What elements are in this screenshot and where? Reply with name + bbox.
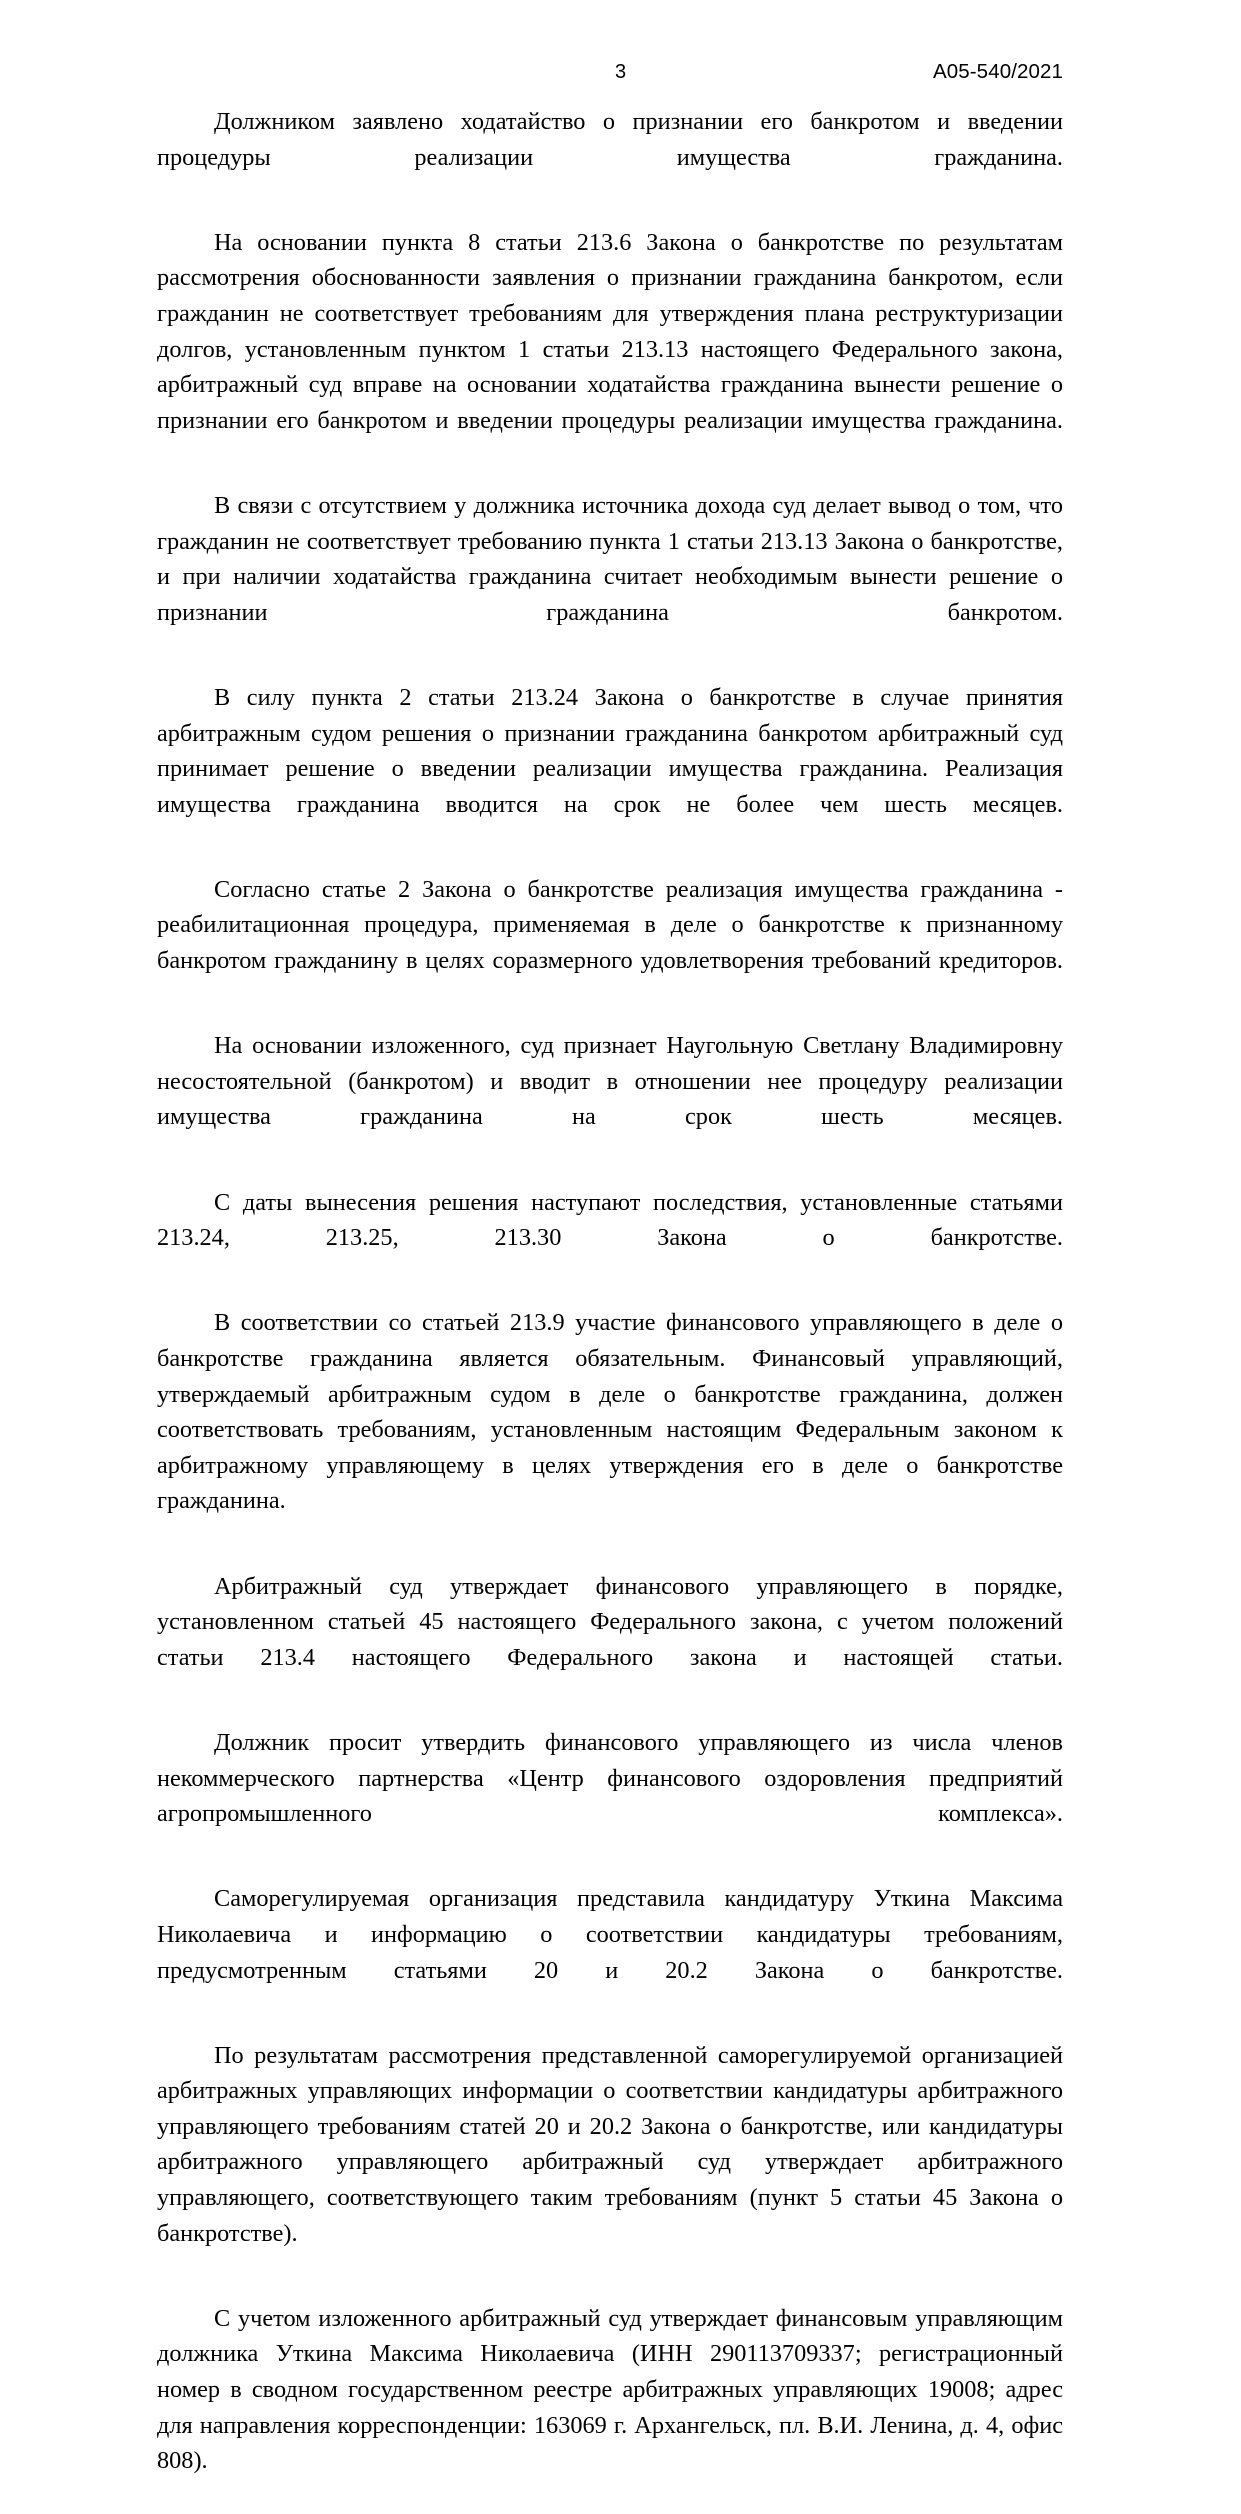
paragraph: Саморегулируемая организация представила кандидатуру Уткина Максима Николаевича и информацию о соответствии кандидатуры требованиям, предусмотренным статьями 20 и 20.2 Закона о банкротстве. [157,1885,1063,1984]
page-number: 3 [614,61,627,83]
paragraph: На основании пункта 8 статьи 213.6 Закона о банкротстве по результатам рассмотрения обоснованности заявления о признании гражданина банкротом, если гражданин не соответствует требованиям для утверждения плана реструктуризации долгов, установленным пунктом 1 статьи 213.13 настоящего Федерального закона, арбитражный суд вправе на основании ходатайства гражданина вынести решение о признании его банкротом и введении процедуры реализации имущества гражданина. [157,228,1063,434]
case-number: A05-540/2021 [932,60,1063,83]
paragraph: С даты вынесения решения наступают последствия, установленные статьями 213.24, 213.25, 213.30 Закона о банкротстве. [157,1188,1063,1252]
paragraph: В силу пункта 2 статьи 213.24 Закона о банкротстве в случае принятия арбитражным судом решения о признании гражданина банкротом арбитражный суд принимает решение о введении реализации имущества гражданина. Реализация имущества гражданина вводится на срок не более чем шесть месяцев. [157,683,1063,818]
document-body [157,104,1063,2514]
paragraph: Согласно статье 2 Закона о банкротстве реализация имущества гражданина - реабилитационная процедура, применяемая в деле о банкротстве к признанному банкротом гражданину в целях соразмерного удовлетворения требований кредиторов. [157,875,1063,975]
paragraph: С учетом изложенного арбитражный суд утверждает финансовым управляющим должника Уткина Максима Николаевича (ИНН 290113709337; регистрационный номер в сводном государственном реестре арбитражных управляющих 19008; адрес для направления корреспонденции: 163069 г. Архангельск, пл. В.И. Ленина, д. 4, офис 808). [157,2304,1063,2475]
paragraph: Арбитражный суд утверждает финансового управляющего в порядке, установленном статьей 45 настоящего Федерального закона, с учетом положений статьи 213.4 настоящего Федерального закона и настоящей статьи. [157,1572,1063,1671]
paragraph: По результатам рассмотрения представленной саморегулируемой организацией арбитражных управляющих информации о соответствии кандидатуры арбитражного управляющего требованиям статей 20 и 20.2 Закона о банкротстве, или кандидатуры арбитражного управляющего арбитражный суд утверждает арбитражного управляющего, соответствующего таким требованиям (пункт 5 статьи 45 Закона о банкротстве). [157,2041,1063,2247]
paragraph: Должником заявлено ходатайство о признании его банкротом и введении процедуры реализации имущества гражданина. [157,108,1063,171]
paragraph: На основании изложенного, суд признает Наугольную Светлану Владимировну несостоятельной (банкротом) и вводит в отношении нее процедуру реализации имущества гражданина на срок шесть месяцев. [157,1032,1063,1131]
paragraph: В соответствии со статьей 213.9 участие финансового управляющего в деле о банкротстве гражданина является обязательным. Финансовый управляющий, утверждаемый арбитражным судом в деле о банкротстве гражданина, должен соответствовать требованиям, установленным настоящим Федеральным законом к арбитражному управляющему в целях утверждения его в деле о банкротстве гражданина. [157,1309,1063,1515]
page-header [0,57,1241,87]
paragraph: Должник просит утвердить финансового управляющего из числа членов некоммерческого партнерства «Центр финансового оздоровления предприятий агропромышленного комплекса». [157,1728,1063,1828]
paragraph: В связи с отсутствием у должника источника дохода суд делает вывод о том, что гражданин не соответствует требованию пункта 1 статьи 213.13 Закона о банкротстве, и при наличии ходатайства гражданина считает необходимым вынести решение о признании гражданина банкротом. [157,491,1063,626]
